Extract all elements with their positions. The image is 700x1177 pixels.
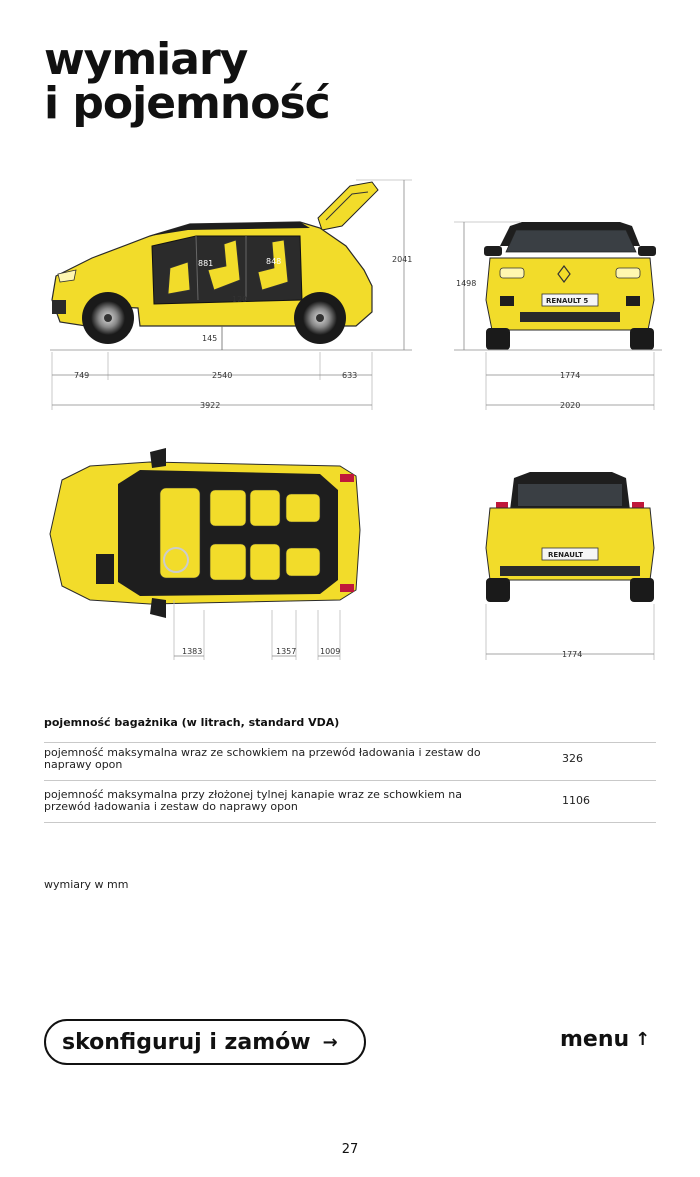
arrow-up-icon: ↑	[635, 1029, 651, 1050]
side-length-label: 3922	[200, 401, 221, 410]
front-width-label: 2020	[560, 401, 581, 410]
front-height-label: 1498	[456, 279, 477, 288]
page-title-line1: wymiary	[44, 34, 248, 85]
side-seat-b-label: 848	[266, 257, 282, 266]
rear-view-car	[486, 472, 654, 602]
top-dim2-label: 1357	[276, 647, 297, 656]
front-plate-text: RENAULT 5	[546, 297, 589, 305]
menu-label: menu	[560, 1027, 630, 1052]
table-row	[44, 781, 656, 823]
arrow-right-icon: →	[322, 1031, 338, 1053]
table-row	[44, 739, 656, 781]
side-front-overhang-label: 633	[342, 371, 358, 380]
top-dim1-label: 1383	[182, 647, 203, 656]
capacity-row-value: 1106	[562, 794, 590, 807]
page-number: 27	[341, 1142, 359, 1157]
front-track-label: 1774	[560, 371, 581, 380]
side-seat-c-label: 120	[232, 295, 248, 304]
capacity-heading: pojemność bagażnika (w litrach, standard VDA)	[44, 716, 656, 743]
top-view-car	[50, 448, 360, 618]
capacity-row-label: pojemność maksymalna przy złożonej tylnej kanapie wraz ze schowkiem na przewód ładowania i zestaw do naprawy opon	[44, 788, 462, 813]
units-note: wymiary w mm	[44, 878, 129, 891]
side-clearance-label: 145	[202, 334, 218, 343]
side-view-car	[52, 182, 378, 344]
capacity-row-label: pojemność maksymalna wraz ze schowkiem na przewód ładowania i zestaw do naprawy opon	[44, 746, 481, 771]
configure-order-button[interactable]	[44, 1019, 366, 1065]
page-title-line2: i pojemność	[44, 78, 330, 129]
side-rear-overhang-label: 749	[74, 371, 90, 380]
front-view-car	[484, 222, 656, 350]
side-seat-a-label: 881	[198, 259, 214, 268]
menu-link[interactable]	[560, 1027, 650, 1052]
rear-plate-text: RENAULT	[548, 551, 583, 559]
configure-order-label: skonfiguruj i zamów	[62, 1029, 311, 1055]
side-wheelbase-label: 2540	[212, 371, 233, 380]
top-dim3-label: 1009	[320, 647, 341, 656]
capacity-row-value: 326	[562, 752, 583, 765]
rear-track-label: 1774	[562, 650, 583, 659]
side-height-label: 2041	[392, 255, 413, 264]
